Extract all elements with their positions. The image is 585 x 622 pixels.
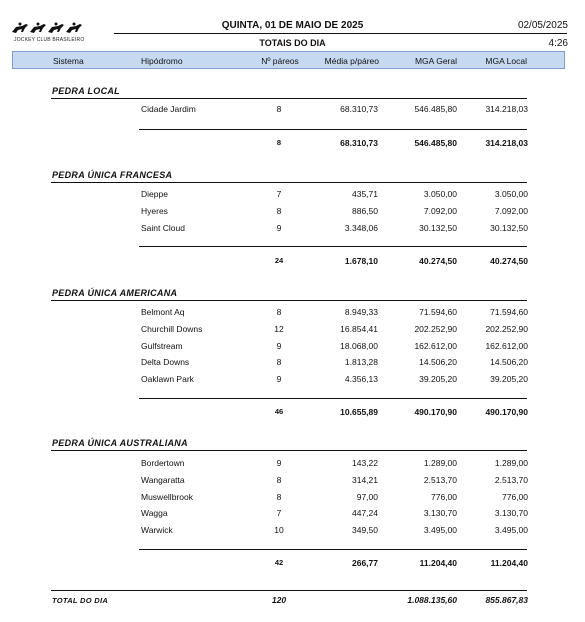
report-time: 4:26 xyxy=(548,38,568,49)
hipodromo-name: Gulfstream xyxy=(141,341,183,351)
section-title: PEDRA ÚNICA FRANCESA xyxy=(52,170,173,180)
mga-geral-value: 2.513,70 xyxy=(423,475,457,485)
subtotal-npareos: 8 xyxy=(276,138,282,147)
total-npareos: 120 xyxy=(271,595,287,605)
npareos-value: 8 xyxy=(276,307,282,317)
subtotal-media: 10.655,89 xyxy=(340,407,378,417)
mga-local-value: 14.506,20 xyxy=(490,357,528,367)
npareos-value: 7 xyxy=(276,189,282,199)
mga-local-value: 3.495,00 xyxy=(494,525,528,535)
col-mga-local: MGA Local xyxy=(485,56,527,66)
npareos-value: 9 xyxy=(276,458,282,468)
subtotal-npareos: 46 xyxy=(274,407,284,416)
npareos-value: 9 xyxy=(276,341,282,351)
hipodromo-name: Hyeres xyxy=(141,206,168,216)
hipodromo-name: Wangaratta xyxy=(141,475,185,485)
subtotal-divider xyxy=(139,549,527,550)
hipodromo-name: Bordertown xyxy=(141,458,185,468)
media-value: 3.348,06 xyxy=(344,223,378,233)
media-value: 314,21 xyxy=(352,475,378,485)
npareos-value: 7 xyxy=(276,508,282,518)
subtotal-mga-local: 40.274,50 xyxy=(490,256,528,266)
section-title-divider xyxy=(51,450,527,451)
subtotal-divider xyxy=(139,129,527,130)
col-mga-geral: MGA Geral xyxy=(414,56,457,66)
mga-local-value: 162.612,00 xyxy=(485,341,528,351)
subtotal-mga-geral: 40.274,50 xyxy=(419,256,457,266)
media-value: 97,00 xyxy=(356,492,378,502)
media-value: 18.068,00 xyxy=(340,341,378,351)
section-title: PEDRA ÚNICA AMERICANA xyxy=(52,288,178,298)
mga-geral-value: 7.092,00 xyxy=(423,206,457,216)
subtotal-mga-geral: 11.204,40 xyxy=(419,558,457,568)
report-subtitle: TOTAIS DO DIA xyxy=(259,38,326,48)
media-value: 447,24 xyxy=(352,508,378,518)
mga-local-value: 2.513,70 xyxy=(494,475,528,485)
mga-geral-value: 3.130,70 xyxy=(423,508,457,518)
npareos-value: 8 xyxy=(276,492,282,502)
col-sistema: Sistema xyxy=(53,56,84,66)
section-title-divider xyxy=(51,98,527,99)
npareos-value: 9 xyxy=(276,374,282,384)
media-value: 4.356,13 xyxy=(344,374,378,384)
media-value: 1.813,28 xyxy=(344,357,378,367)
mga-geral-value: 39.205,20 xyxy=(419,374,457,384)
hipodromo-name: Wagga xyxy=(141,508,168,518)
mga-geral-value: 776,00 xyxy=(431,492,457,502)
npareos-value: 10 xyxy=(274,525,284,535)
col-media: Média p/páreo xyxy=(324,56,379,66)
media-value: 68.310,73 xyxy=(340,104,378,114)
hipodromo-name: Delta Downs xyxy=(141,357,190,367)
subtotal-media: 266,77 xyxy=(352,558,378,568)
mga-geral-value: 546.485,80 xyxy=(414,104,457,114)
hipodromo-name: Oaklawn Park xyxy=(141,374,194,384)
col-npareos: Nº páreos xyxy=(261,56,299,66)
header-divider xyxy=(114,33,567,34)
media-value: 8.949,33 xyxy=(344,307,378,317)
hipodromo-name: Belmont Aq xyxy=(141,307,185,317)
mga-geral-value: 162.612,00 xyxy=(414,341,457,351)
subtotal-npareos: 42 xyxy=(274,558,284,567)
total-divider xyxy=(51,590,527,591)
mga-local-value: 39.205,20 xyxy=(490,374,528,384)
media-value: 143,22 xyxy=(352,458,378,468)
hipodromo-name: Dieppe xyxy=(141,189,168,199)
npareos-value: 12 xyxy=(274,324,284,334)
subtotal-mga-geral: 490.170,90 xyxy=(414,407,457,417)
mga-local-value: 7.092,00 xyxy=(494,206,528,216)
section-title-divider xyxy=(51,182,527,183)
mga-local-value: 3.130,70 xyxy=(494,508,528,518)
subtotal-media: 1.678,10 xyxy=(344,256,378,266)
npareos-value: 8 xyxy=(276,357,282,367)
mga-local-value: 71.594,60 xyxy=(490,307,528,317)
media-value: 435,71 xyxy=(352,189,378,199)
subtotal-mga-local: 314.218,03 xyxy=(485,138,528,148)
mga-local-value: 1.289,00 xyxy=(494,458,528,468)
npareos-value: 9 xyxy=(276,223,282,233)
mga-geral-value: 1.289,00 xyxy=(423,458,457,468)
hipodromo-name: Muswellbrook xyxy=(141,492,193,502)
npareos-value: 8 xyxy=(276,206,282,216)
hipodromo-name: Warwick xyxy=(141,525,173,535)
subtotal-npareos: 24 xyxy=(274,256,284,265)
mga-geral-value: 202.252,90 xyxy=(414,324,457,334)
mga-local-value: 314.218,03 xyxy=(485,104,528,114)
npareos-value: 8 xyxy=(276,104,282,114)
media-value: 886,50 xyxy=(352,206,378,216)
col-hipodromo: Hipódromo xyxy=(141,56,183,66)
subtotal-divider xyxy=(139,246,527,247)
mga-local-value: 3.050,00 xyxy=(494,189,528,199)
section-title: PEDRA ÚNICA AUSTRALIANA xyxy=(52,438,188,448)
media-value: 349,50 xyxy=(352,525,378,535)
report-title: QUINTA, 01 DE MAIO DE 2025 xyxy=(221,20,364,31)
section-title: PEDRA LOCAL xyxy=(52,86,120,96)
hipodromo-name: Churchill Downs xyxy=(141,324,203,334)
hipodromo-name: Saint Cloud xyxy=(141,223,185,233)
total-label: TOTAL DO DIA xyxy=(52,596,109,605)
mga-local-value: 30.132,50 xyxy=(490,223,528,233)
mga-geral-value: 14.506,20 xyxy=(419,357,457,367)
subtotal-mga-geral: 546.485,80 xyxy=(414,138,457,148)
mga-geral-value: 30.132,50 xyxy=(419,223,457,233)
mga-local-value: 776,00 xyxy=(502,492,528,502)
mga-geral-value: 3.050,00 xyxy=(423,189,457,199)
total-mga-local: 855.867,83 xyxy=(485,595,528,605)
mga-geral-value: 3.495,00 xyxy=(423,525,457,535)
media-value: 16.854,41 xyxy=(340,324,378,334)
npareos-value: 8 xyxy=(276,475,282,485)
hipodromo-name: Cidade Jardim xyxy=(141,104,196,114)
mga-local-value: 202.252,90 xyxy=(485,324,528,334)
subtotal-mga-local: 490.170,90 xyxy=(485,407,528,417)
subtotal-media: 68.310,73 xyxy=(340,138,378,148)
subtotal-divider xyxy=(139,398,527,399)
section-title-divider xyxy=(51,300,527,301)
column-header-bar xyxy=(12,51,565,69)
report-date: 02/05/2025 xyxy=(517,20,568,31)
total-mga-geral: 1.088.135,60 xyxy=(407,595,457,605)
logo-text: JOCKEY CLUB BRASILEIRO xyxy=(14,37,85,43)
mga-geral-value: 71.594,60 xyxy=(419,307,457,317)
subtotal-mga-local: 11.204,40 xyxy=(490,558,528,568)
